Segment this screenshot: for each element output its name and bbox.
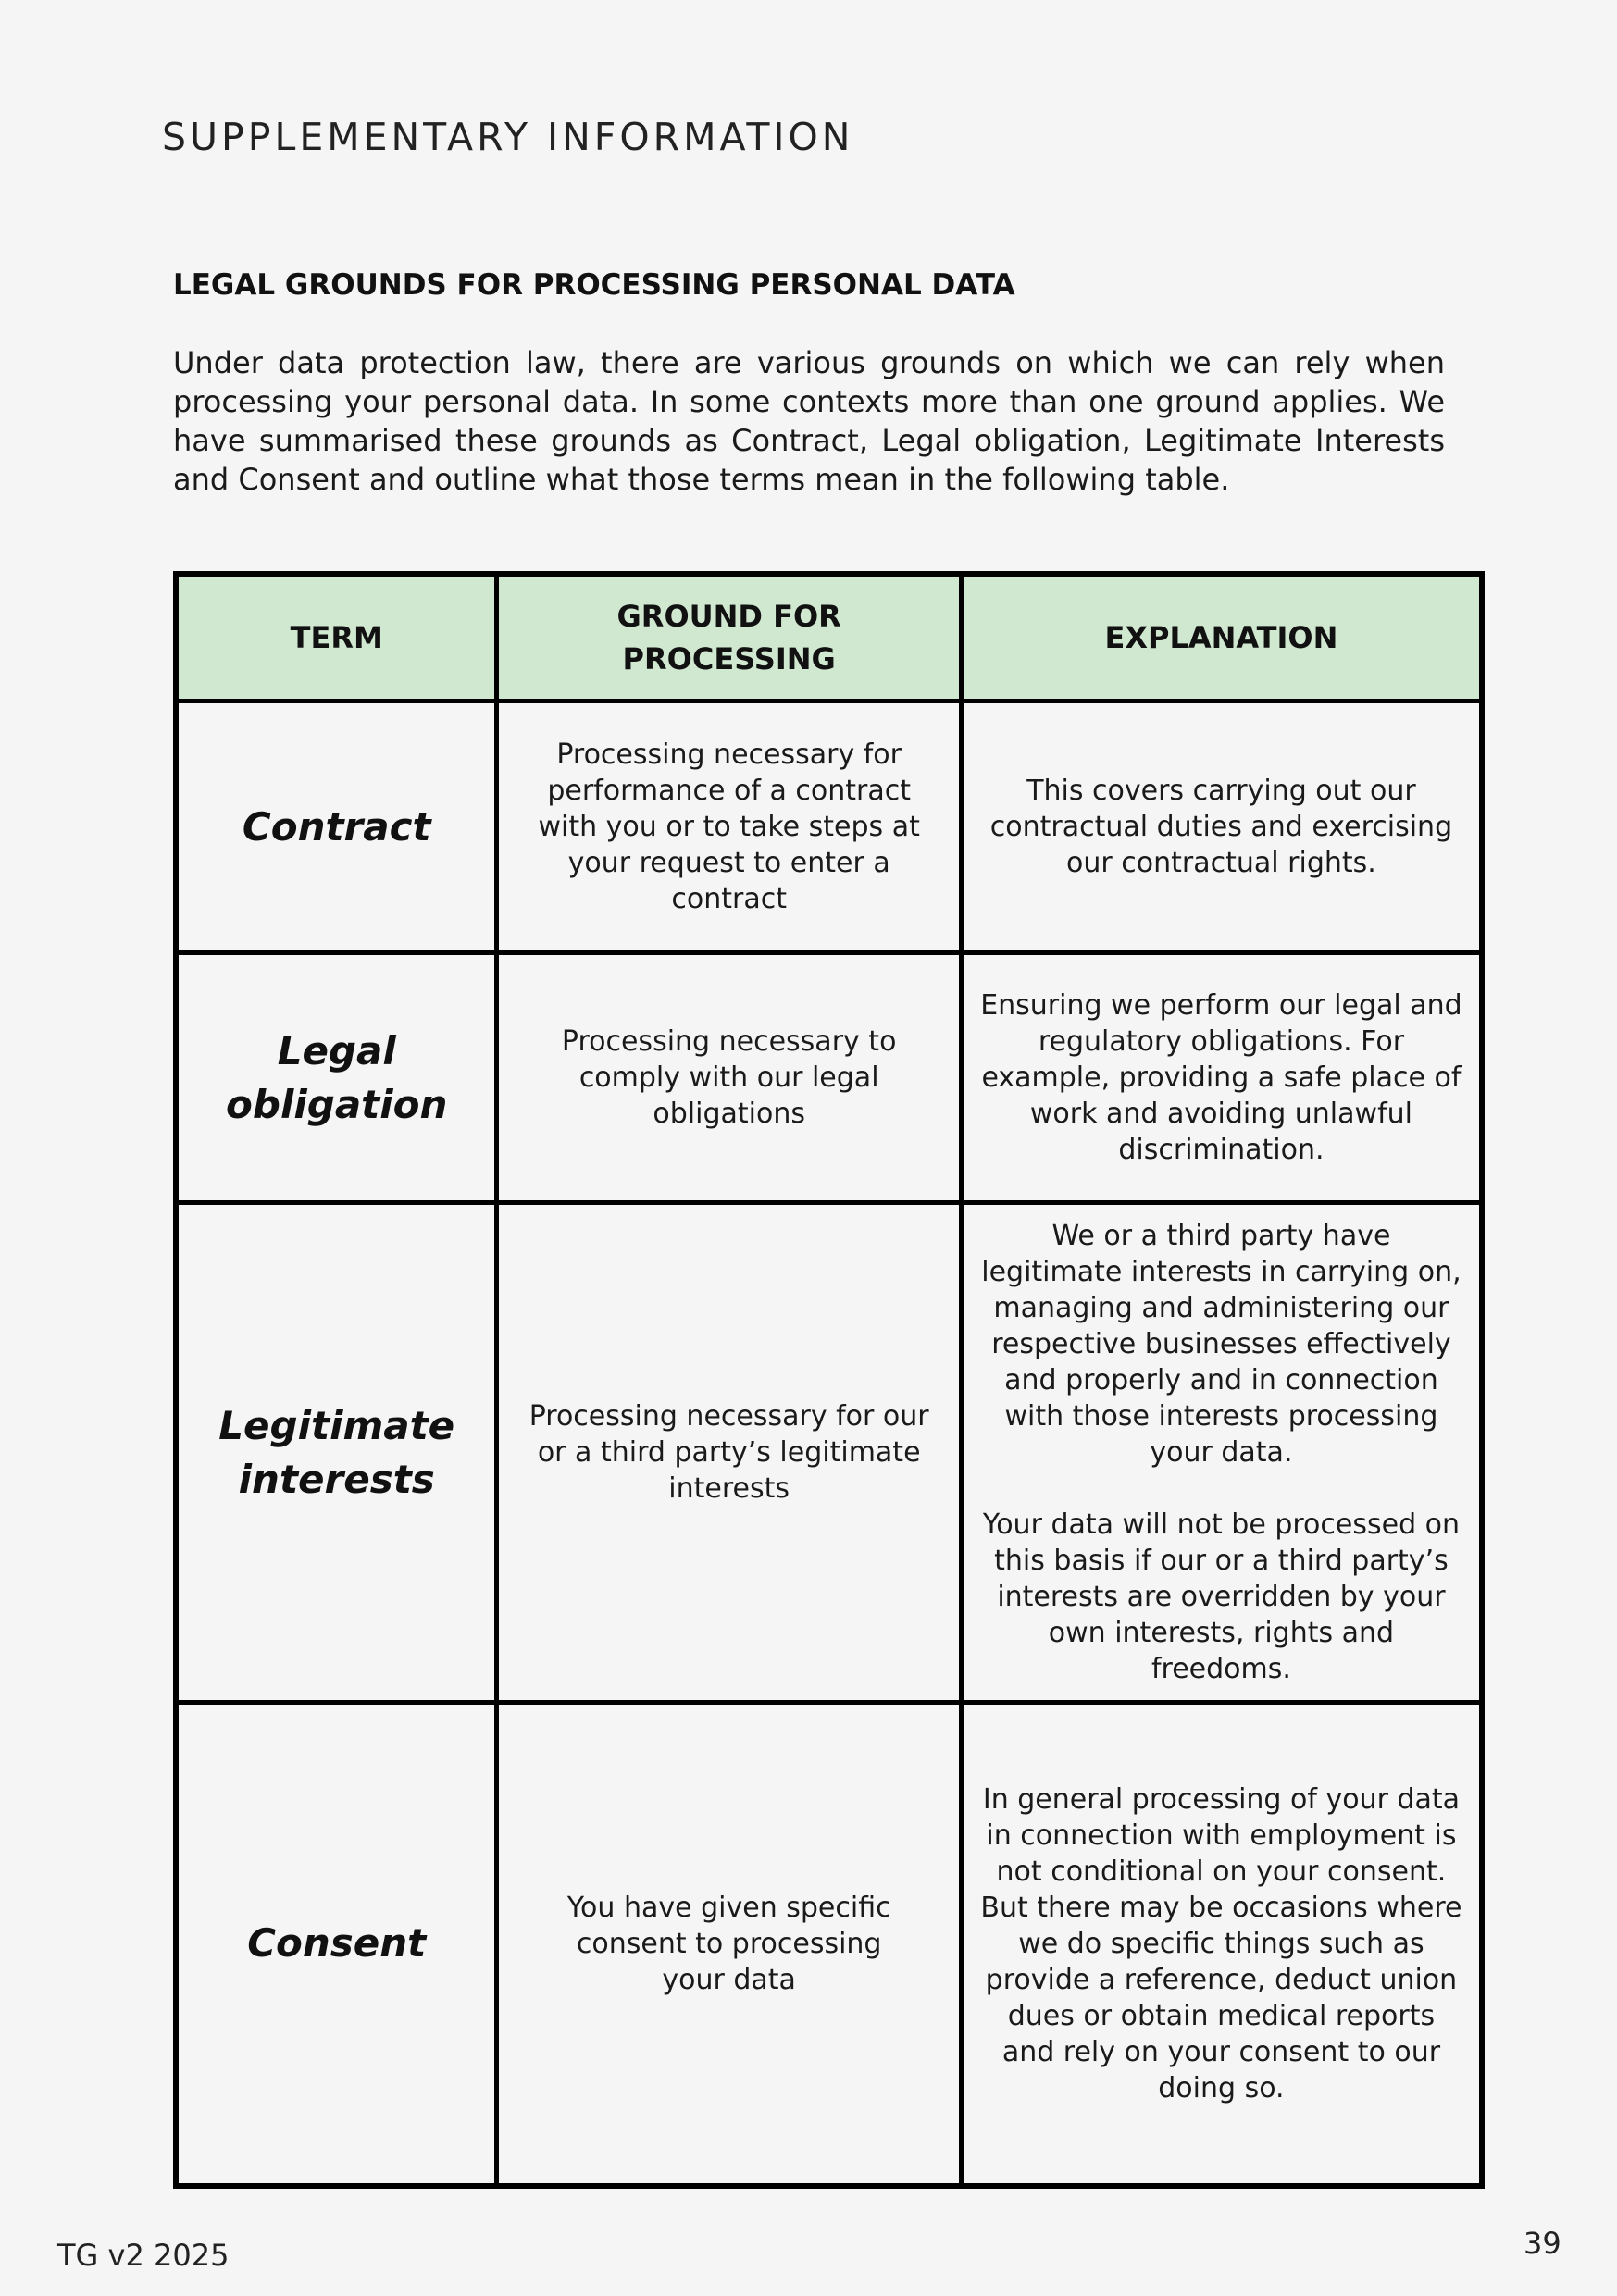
table-header-row — [176, 574, 1482, 701]
ground-cell: You have given specific consent to processing your data — [497, 1703, 961, 2186]
explanation-cell — [961, 1703, 1482, 2186]
explanation-text: Ensuring we perform our legal and regulatory obligations. For example, providing a safe place of work and avoiding unlawful discrimination. — [980, 989, 1462, 1166]
term-cell: Legitimate interests — [176, 1203, 497, 1703]
explanation-cell — [961, 701, 1482, 953]
ground-cell: Processing necessary to comply with our legal obligations — [497, 953, 961, 1203]
legal-grounds-table — [173, 571, 1485, 2189]
table-row-legal-obligation — [176, 953, 1482, 1203]
table-row-contract — [176, 701, 1482, 953]
term-cell: Contract — [176, 701, 497, 953]
page-number: 39 — [1524, 2226, 1561, 2261]
header-term: TERM — [176, 574, 497, 701]
table-row-legitimate-interests — [176, 1203, 1482, 1703]
footer-version: TG v2 2025 — [57, 2238, 230, 2273]
explanation-cell — [961, 953, 1482, 1203]
term-cell: Legal obligation — [176, 953, 497, 1203]
ground-cell: Processing necessary for our or a third party’s legitimate interests — [497, 1203, 961, 1703]
section-heading: LEGAL GROUNDS FOR PROCESSING PERSONAL DATA — [173, 268, 1015, 302]
ground-cell: Processing necessary for performance of a contract with you or to take steps at your request to enter a contract — [497, 701, 961, 953]
explanation-text: In general processing of your data in connection with employment is not conditional on your consent. But there may be occasions where we do specific things such as provide a reference, deduct union dues or obtain medical reports and rely on your consent to our doing so. — [980, 1782, 1462, 2104]
explanation-text: We or a third party have legitimate interests in carrying on, managing and administering our respective businesses effectively and properly and in connection with those interests processing your data. — [981, 1220, 1462, 1469]
explanation-text: Your data will not be processed on this basis if our or a third party’s interests are overridden by your own interests, rights and freedoms. — [982, 1508, 1461, 1685]
intro-paragraph: Under data protection law, there are various grounds on which we can rely when processing your personal data. In some contexts more than one ground applies. We have summarised these grounds as Contract, Legal obligation, Legitimate Interests and Consent and outline what those terms mean in the following table. — [173, 345, 1445, 497]
header-ground: GROUND FOR PROCESSING — [497, 574, 961, 701]
term-cell: Consent — [176, 1703, 497, 2186]
explanation-text: This covers carrying out our contractual duties and exercising our contractual rights. — [989, 775, 1453, 879]
page-header: SUPPLEMENTARY INFORMATION — [162, 115, 854, 159]
table-row-consent — [176, 1703, 1482, 2186]
header-explanation: EXPLANATION — [961, 574, 1482, 701]
explanation-cell — [961, 1203, 1482, 1703]
